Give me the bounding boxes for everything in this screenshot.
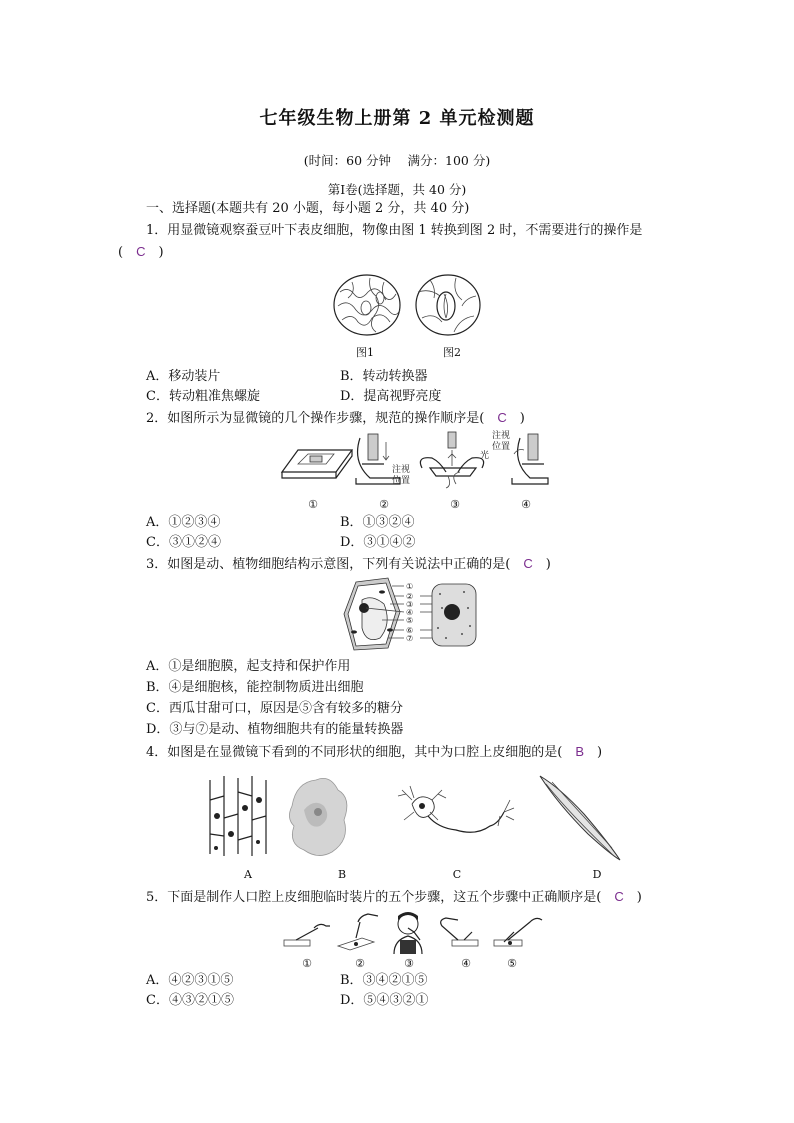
- q4-stem-line: [146, 743, 602, 762]
- q1-fig1-cells: [334, 275, 400, 335]
- q1-answer: C: [136, 244, 146, 259]
- q2-fig-zhushi-2: 注视: [492, 431, 511, 441]
- q2-step3-hands: [420, 432, 483, 488]
- q3-label-2: ②: [406, 592, 414, 601]
- page-title: 七年级生物上册第 2 单元检测题: [259, 108, 535, 129]
- q5-step1: [284, 924, 330, 946]
- q2-option-a: A．①②③④: [146, 515, 221, 530]
- q4-cell-d-muscle: [540, 776, 620, 860]
- section-heading: 第Ⅰ卷(选择题，共 40 分): [327, 182, 467, 197]
- part-heading: 一、选择题(本题共有 20 小题，每小题 2 分，共 40 分): [146, 201, 470, 216]
- q5-stem: 5．下面是制作人口腔上皮细胞临时装片的五个步骤，这五个步骤中正确顺序是(: [146, 890, 602, 905]
- q3-option-b: B．④是细胞核，能控制物质进出细胞: [146, 680, 364, 695]
- paren-close: ): [158, 245, 164, 260]
- q5-answer: C: [614, 889, 624, 904]
- q2-answer: C: [497, 410, 507, 425]
- q1-fig2-cells: [416, 275, 480, 335]
- q2-stem: 2．如图所示为显微镜的几个操作步骤，规范的操作顺序是(: [146, 411, 485, 426]
- q4-cell-c-neuron: [398, 786, 514, 832]
- q3-label-3: ③: [406, 600, 414, 609]
- q5-fig-label-3: ③: [404, 957, 414, 970]
- q4-cell-a-plant: [210, 776, 266, 856]
- exam-info: (时间：60 分钟 满分：100 分): [303, 153, 491, 168]
- q3-option-a: A．①是细胞膜，起支持和保护作用: [146, 659, 351, 674]
- q5-step4: [441, 918, 478, 946]
- q2-fig-label-3: ③: [450, 498, 460, 511]
- q3-plant-cell: [344, 578, 400, 650]
- q1-stem: 1．用显微镜观察蚕豆叶下表皮细胞，物像由图 1 转换到图 2 时，不需要进行的操作是: [146, 223, 643, 238]
- q1-answer-line: [118, 243, 164, 262]
- q3-answer: C: [523, 556, 533, 571]
- q3-stem: 3．如图是动、植物细胞结构示意图，下列有关说法中正确的是(: [146, 557, 511, 572]
- q2-fig-weizhi-1: 位置: [392, 476, 411, 486]
- q2-fig-weizhi-2: 位置: [492, 442, 511, 452]
- q5-option-d: D．⑤④③②①: [340, 993, 429, 1008]
- q4-label-a: A: [244, 868, 252, 881]
- q3-stem-line: [146, 555, 551, 574]
- q5-stem-line: [146, 888, 642, 907]
- q2-fig-guang: 光: [480, 451, 490, 461]
- q2-option-c: C．③①②④: [146, 535, 221, 550]
- q3-label-5: ⑤: [406, 616, 414, 625]
- q2-fig-label-2: ②: [379, 498, 389, 511]
- q4-label-b: B: [337, 868, 347, 881]
- paren-close: ): [636, 890, 642, 905]
- q2-fig-label-1: ①: [308, 498, 318, 511]
- q3-label-4: ④: [406, 608, 414, 617]
- q2-stem-line: [146, 409, 525, 428]
- q1-fig2-label: 图2: [443, 346, 461, 359]
- q5-step5: [494, 918, 542, 946]
- q1-option-b: B．转动转换器: [340, 369, 428, 384]
- q1-option-d: D．提高视野亮度: [340, 389, 442, 404]
- q5-fig-label-4: ④: [461, 957, 471, 970]
- q1-option-c: C．转动粗准焦螺旋: [146, 389, 260, 404]
- q5-step3-person: [394, 912, 422, 954]
- q5-fig-label-2: ②: [355, 957, 365, 970]
- q5-option-c: C．④③②①⑤: [146, 993, 234, 1008]
- q4-cell-b-epithelial: [289, 778, 346, 855]
- paren-close: ): [545, 557, 551, 572]
- paren-close: ): [597, 745, 603, 760]
- q4-label-d: D: [592, 868, 602, 881]
- q3-figure: [342, 578, 478, 652]
- q4-stem: 4．如图是在显微镜下看到的不同形状的细胞，其中为口腔上皮细胞的是(: [146, 745, 563, 760]
- q2-option-d: D．③①④②: [340, 535, 416, 550]
- q3-label-1: ①: [406, 582, 414, 591]
- q1-figure: [330, 272, 480, 342]
- q2-option-b: B．①③②④: [340, 515, 415, 530]
- q3-option-d: D．③与⑦是动、植物细胞共有的能量转换器: [146, 722, 404, 737]
- q2-fig-label-4: ④: [521, 498, 531, 511]
- q3-animal-cell: [432, 584, 476, 646]
- q5-figure: [282, 910, 548, 956]
- q5-option-a: A．④②③①⑤: [146, 973, 234, 988]
- q3-label-6: ⑥: [406, 626, 414, 635]
- paren-close: ): [519, 411, 525, 426]
- q5-option-b: B．③④②①⑤: [340, 973, 428, 988]
- q3-label-7: ⑦: [406, 634, 414, 643]
- q4-answer: B: [575, 744, 585, 759]
- q1-option-a: A．移动装片: [146, 369, 221, 384]
- q2-step1-slide: [282, 450, 352, 478]
- q1-fig1-label: 图1: [356, 346, 374, 359]
- paren-open: (: [118, 245, 124, 260]
- q5-fig-label-5: ⑤: [507, 957, 517, 970]
- q2-figure: [280, 428, 550, 494]
- q5-step2: [338, 914, 378, 950]
- q2-fig-zhushi-1: 注视: [392, 465, 411, 475]
- q4-label-c: C: [452, 868, 462, 881]
- q4-figure: [200, 770, 625, 862]
- q2-step4-microscope: [512, 434, 548, 484]
- q3-option-c: C．西瓜甘甜可口，原因是⑤含有较多的糖分: [146, 701, 403, 716]
- q5-fig-label-1: ①: [302, 957, 312, 970]
